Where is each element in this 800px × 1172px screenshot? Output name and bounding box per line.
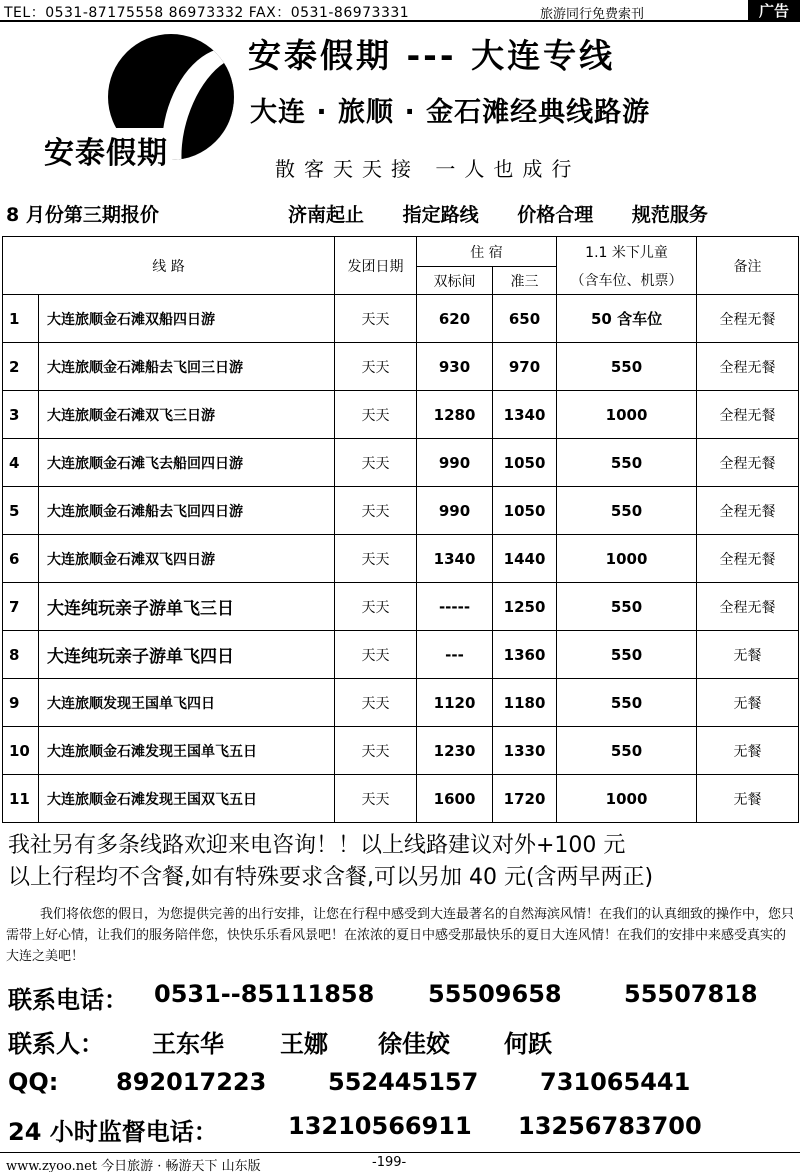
- row-number: 3: [3, 391, 39, 439]
- route-name: 大连旅顺金石滩发现王国双飞五日: [39, 775, 335, 823]
- price-child: 550: [557, 487, 697, 535]
- price-three-star: 1330: [493, 727, 557, 775]
- price-period: 8 月份第三期报价: [6, 204, 159, 226]
- meal-note: 无餐: [697, 631, 799, 679]
- price-child: 550: [557, 631, 697, 679]
- departure-date: 天天: [335, 295, 417, 343]
- feature-item: 价格合理: [517, 204, 594, 226]
- price-double: 990: [417, 439, 493, 487]
- departure-date: 天天: [335, 727, 417, 775]
- slogan: 散客天天接 一人也成行: [275, 157, 581, 181]
- departure-date: 天天: [335, 583, 417, 631]
- phone-number: 0531--85111858: [154, 980, 375, 1008]
- table-row: [3, 295, 799, 343]
- phone-number: 55507818: [624, 980, 758, 1008]
- meal-note: 全程无餐: [697, 391, 799, 439]
- departure-date: 天天: [335, 439, 417, 487]
- price-child: 550: [557, 439, 697, 487]
- meal-note: 无餐: [697, 679, 799, 727]
- price-child: 550: [557, 583, 697, 631]
- qq-number: 892017223: [116, 1068, 267, 1096]
- price-double: 1340: [417, 535, 493, 583]
- meal-note: 全程无餐: [697, 439, 799, 487]
- meal-note: 全程无餐: [697, 535, 799, 583]
- ad-badge: 广告: [748, 0, 800, 22]
- person-name: 徐佳姣: [378, 1030, 450, 1058]
- header-lodging: 住 宿: [417, 237, 557, 267]
- intro-paragraph: 我们将依您的假日，为您提供完善的出行安排，让您在行程中感受到大连最著名的自然海滨风情！在我们的认真细致的操作中，您只需带上好心情，让我们的服务陪伴您，快快乐乐看风景吧！在浓浓的夏日中感受那最快乐的夏日大连风情！在我们的安排中来感受真实的大连之美吧！: [6, 907, 795, 964]
- route-name: 大连旅顺发现王国单飞四日: [39, 679, 335, 727]
- price-child: 1000: [557, 775, 697, 823]
- route-name: 大连旅顺金石滩飞去船回四日游: [39, 439, 335, 487]
- person-name: 王东华: [152, 1030, 224, 1058]
- table-row: [3, 679, 799, 727]
- price-three-star: 1050: [493, 487, 557, 535]
- price-three-star: 650: [493, 295, 557, 343]
- price-child: 550: [557, 727, 697, 775]
- feature-list: [288, 200, 740, 227]
- route-name: 大连旅顺金石滩船去飞回三日游: [39, 343, 335, 391]
- header-double: 双标间: [417, 267, 493, 295]
- price-child: 1000: [557, 535, 697, 583]
- price-three-star: 1340: [493, 391, 557, 439]
- price-double: 620: [417, 295, 493, 343]
- header-route: 线 路: [3, 237, 335, 295]
- price-child: 550: [557, 343, 697, 391]
- footer-site: www.zyoo.net 今日旅游 · 畅游天下 山东版: [6, 1159, 261, 1172]
- route-name: 大连旅顺金石滩船去飞回四日游: [39, 487, 335, 535]
- row-number: 8: [3, 631, 39, 679]
- page-subtitle: 大连 · 旅顺 · 金石滩经典线路游: [250, 97, 651, 128]
- header-child-line2: （含车位、机票）: [557, 267, 697, 295]
- departure-date: 天天: [335, 535, 417, 583]
- price-three-star: 1440: [493, 535, 557, 583]
- company-logo: [40, 30, 235, 170]
- price-double: 990: [417, 487, 493, 535]
- feature-item: 指定路线: [402, 204, 479, 226]
- price-double: ---: [417, 631, 493, 679]
- table-row: [3, 439, 799, 487]
- qq-number: 731065441: [540, 1068, 691, 1096]
- table-row: [3, 535, 799, 583]
- qq-number: 552445157: [328, 1068, 479, 1096]
- meal-note: 全程无餐: [697, 487, 799, 535]
- meal-note: 全程无餐: [697, 295, 799, 343]
- hotline-label: 24 小时监督电话：: [8, 1118, 218, 1146]
- table-row: [3, 343, 799, 391]
- header-child-line1: 1.1 米下儿童: [557, 237, 697, 267]
- page-title: 安泰假期 --- 大连专线: [248, 36, 616, 75]
- price-three-star: 970: [493, 343, 557, 391]
- qq-label: QQ:: [8, 1068, 59, 1096]
- consult-line: 我社另有多条线路欢迎来电咨询！！以上线路建议对外+100 元: [8, 833, 626, 858]
- phone-label: 联系电话：: [8, 986, 128, 1014]
- price-double: 1600: [417, 775, 493, 823]
- person-name: 王娜: [280, 1030, 328, 1058]
- feature-item: 济南起止: [288, 204, 365, 226]
- tel-fax: TEL：0531-87175558 86973332 FAX：0531-86973331: [4, 5, 410, 21]
- price-child: 550: [557, 679, 697, 727]
- header-note: 备注: [697, 237, 799, 295]
- meal-note: 全程无餐: [697, 583, 799, 631]
- page-footer: [0, 1152, 800, 1172]
- route-name: 大连旅顺金石滩双飞四日游: [39, 535, 335, 583]
- departure-date: 天天: [335, 487, 417, 535]
- price-double: 930: [417, 343, 493, 391]
- price-double: -----: [417, 583, 493, 631]
- table-row: [3, 775, 799, 823]
- top-bar: [0, 0, 800, 22]
- price-three-star: 1720: [493, 775, 557, 823]
- consult-line: 以上行程均不含餐,如有特殊要求含餐,可以另加 40 元(含两早两正): [8, 865, 654, 890]
- price-child: 1000: [557, 391, 697, 439]
- header-three-star: 准三: [493, 267, 557, 295]
- meal-note: 无餐: [697, 775, 799, 823]
- person-label: 联系人：: [8, 1030, 104, 1058]
- row-number: 6: [3, 535, 39, 583]
- route-name: 大连纯玩亲子游单飞三日: [39, 583, 335, 631]
- departure-date: 天天: [335, 343, 417, 391]
- table-row: [3, 487, 799, 535]
- row-number: 10: [3, 727, 39, 775]
- route-name: 大连纯玩亲子游单飞四日: [39, 631, 335, 679]
- departure-date: 天天: [335, 679, 417, 727]
- publication-label: 旅游同行免费索刊: [540, 7, 645, 22]
- row-number: 4: [3, 439, 39, 487]
- table-row: [3, 727, 799, 775]
- price-three-star: 1250: [493, 583, 557, 631]
- header-date: 发团日期: [335, 237, 417, 295]
- routes-table: [2, 236, 799, 823]
- phone-number: 55509658: [428, 980, 562, 1008]
- departure-date: 天天: [335, 631, 417, 679]
- table-row: [3, 391, 799, 439]
- table-row: [3, 631, 799, 679]
- feature-item: 规范服务: [631, 204, 708, 226]
- price-three-star: 1180: [493, 679, 557, 727]
- table-row: [3, 583, 799, 631]
- person-name: 何跃: [504, 1030, 552, 1058]
- logo-text: 安泰假期: [40, 128, 172, 172]
- row-number: 5: [3, 487, 39, 535]
- page-number: -199-: [372, 1155, 407, 1170]
- departure-date: 天天: [335, 775, 417, 823]
- hotline-number: 13210566911: [288, 1112, 472, 1140]
- meal-note: 无餐: [697, 727, 799, 775]
- route-name: 大连旅顺金石滩发现王国单飞五日: [39, 727, 335, 775]
- departure-date: 天天: [335, 391, 417, 439]
- price-double: 1230: [417, 727, 493, 775]
- consult-notice: [8, 830, 653, 894]
- meal-note: 全程无餐: [697, 343, 799, 391]
- row-number: 7: [3, 583, 39, 631]
- row-number: 1: [3, 295, 39, 343]
- price-three-star: 1050: [493, 439, 557, 487]
- row-number: 9: [3, 679, 39, 727]
- price-child: 50 含车位: [557, 295, 697, 343]
- row-number: 11: [3, 775, 39, 823]
- price-three-star: 1360: [493, 631, 557, 679]
- price-double: 1120: [417, 679, 493, 727]
- route-name: 大连旅顺金石滩双船四日游: [39, 295, 335, 343]
- row-number: 2: [3, 343, 39, 391]
- route-name: 大连旅顺金石滩双飞三日游: [39, 391, 335, 439]
- hotline-number: 13256783700: [518, 1112, 702, 1140]
- price-double: 1280: [417, 391, 493, 439]
